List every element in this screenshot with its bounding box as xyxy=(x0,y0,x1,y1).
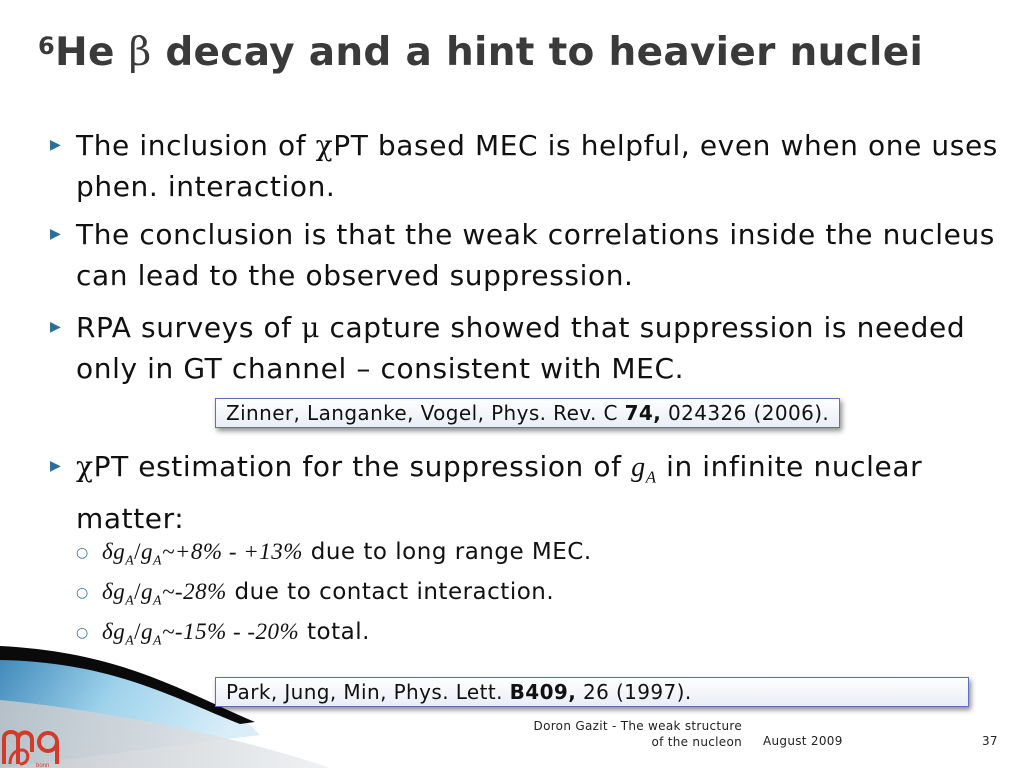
sub-item: ○ $\delta g_A/g_A\sim-28\%$ due to contact interaction. xyxy=(76,579,555,608)
beta-symbol: β xyxy=(128,30,152,75)
slide-title: $^6$He β decay and a hint to heavier nuclei xyxy=(38,30,924,75)
university-logo xyxy=(0,712,70,768)
circle-bullet-icon: ○ xyxy=(76,544,89,561)
footer-author: Doron Gazit - The weak structure of the nucleon xyxy=(533,719,742,749)
page-number: 37 xyxy=(982,734,998,748)
footer-date: August 2009 xyxy=(763,734,843,748)
reference-box: Park, Jung, Min, Phys. Lett. B409, 26 (1997). xyxy=(215,677,969,707)
svg-text:bonn: bonn xyxy=(36,763,50,768)
bullet-arrow-icon: ▶ xyxy=(50,226,62,242)
slide: $^6$He β decay and a hint to heavier nuclei ▶ The inclusion of χPT based MEC is helpful, even when one uses phen. interaction. ▶ The conclusion is that the weak correlations inside the nucleus can lead to the observed suppression. ▶ RPA surveys of μ capture showed that suppression is needed only in GT channel – consistent with MEC. Zinner, Langanke, Vogel, Phys. Rev. C 74, 024326 (2006). ▶ χPT estimation for the suppression of $g_A$ in infinite nuclear matter: ○ $\delta g_A/g_A\sim+8\% - +13\%$ due to long range MEC. ○ $\delta g_A/g_A\sim-28\%$ due to contact interaction. ○ $\delta g_A/g_A\sim-15\% - -20\%$ total. Park, Jung, Min, Phys. Lett. B409, 26 (1997). bonn Doron Gazit - The weak structure of the nucleon August 2009 37 xyxy=(0,0,1024,768)
bullet-arrow-icon: ▶ xyxy=(50,458,62,474)
circle-bullet-icon: ○ xyxy=(76,584,89,601)
sub-item: ○ $\delta g_A/g_A\sim+8\% - +13\%$ due to long range MEC. xyxy=(76,539,592,568)
sub-item: ○ $\delta g_A/g_A\sim-15\% - -20\%$ total. xyxy=(76,619,370,648)
bullet-arrow-icon: ▶ xyxy=(50,137,62,153)
reference-box: Zinner, Langanke, Vogel, Phys. Rev. C 74, 024326 (2006). xyxy=(215,398,840,428)
circle-bullet-icon: ○ xyxy=(76,624,89,641)
bullet-arrow-icon: ▶ xyxy=(50,319,62,335)
